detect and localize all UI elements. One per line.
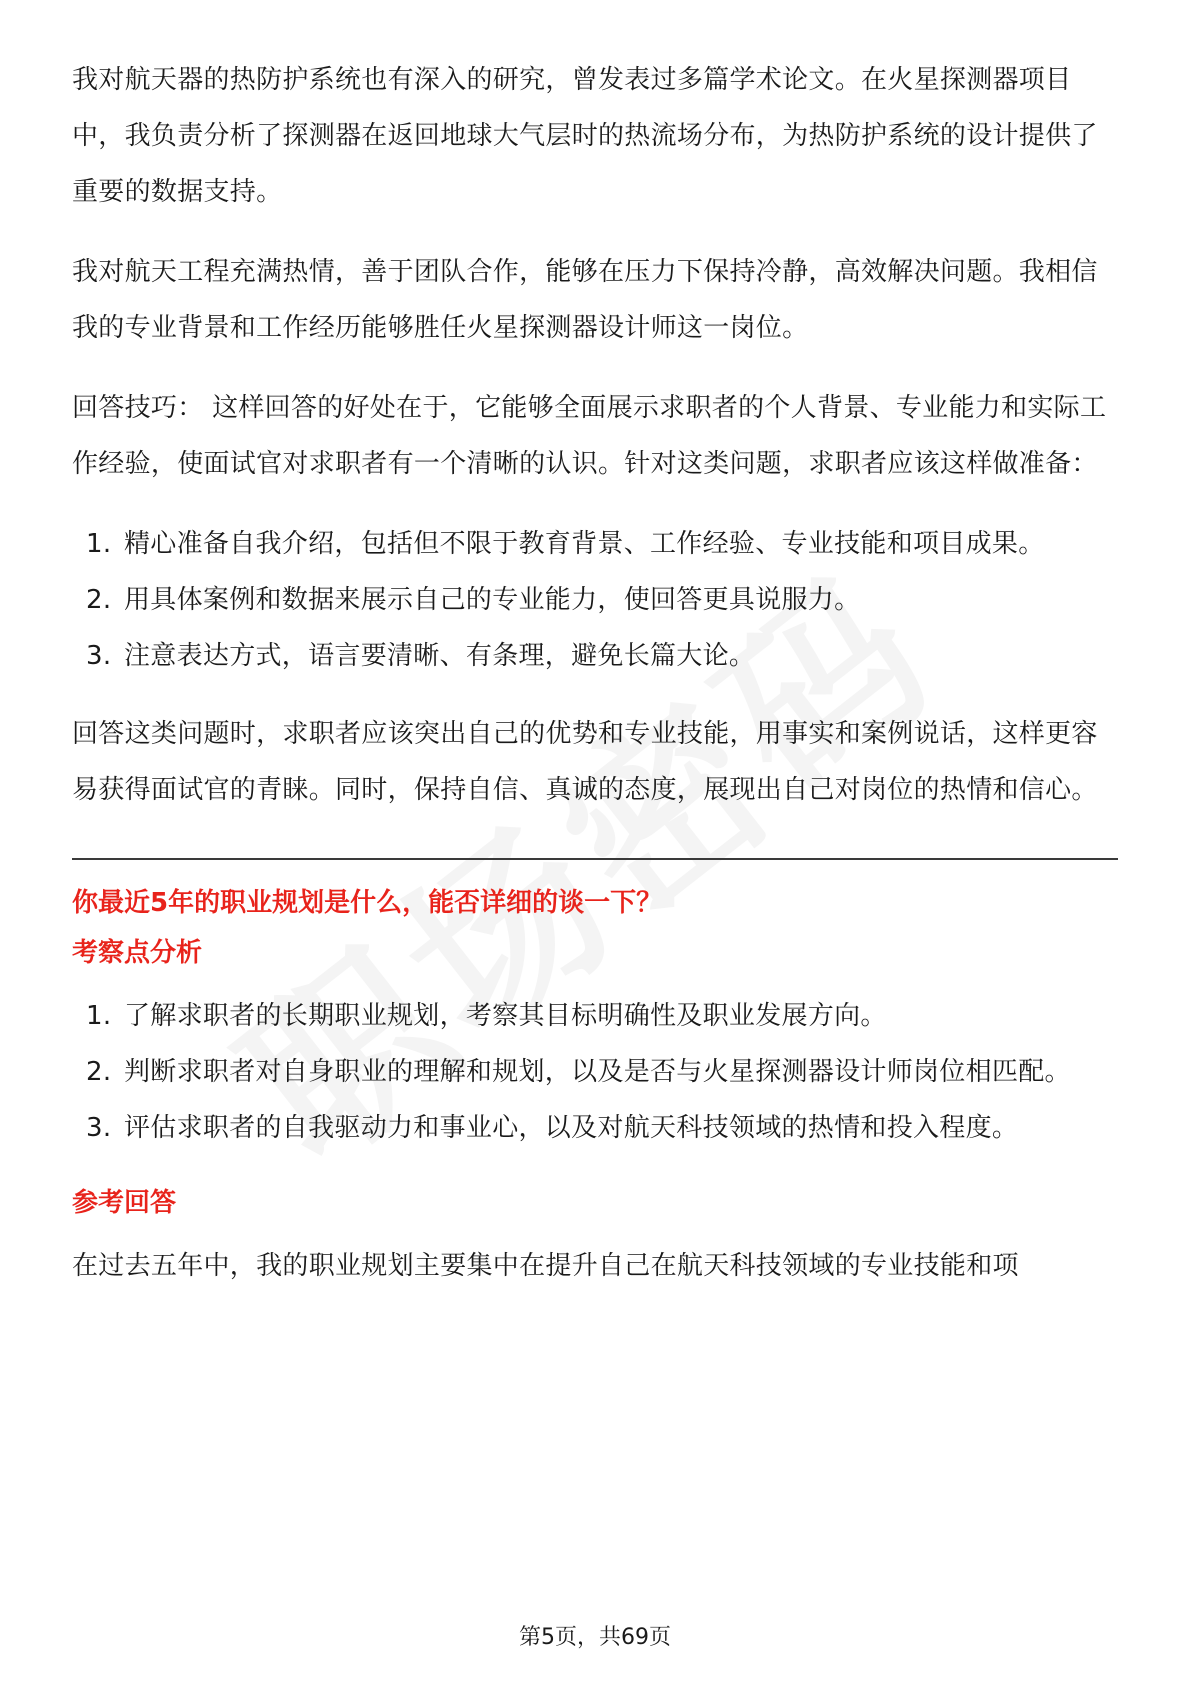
question-heading: 你最近5年的职业规划是什么，能否详细的谈一下？ bbox=[72, 888, 663, 918]
list-item-text: 用具体案例和数据来展示自己的专业能力，使回答更具说服力。 bbox=[124, 585, 861, 615]
list-number: 1. bbox=[86, 529, 112, 559]
paragraph-reference-answer: 在过去五年中，我的职业规划主要集中在提升自己在航天科技领域的专业技能和项 bbox=[72, 1251, 1019, 1281]
reference-heading: 参考回答 bbox=[72, 1188, 177, 1218]
list-item bbox=[72, 516, 1118, 572]
list-number: 2. bbox=[86, 585, 112, 615]
list-item bbox=[72, 572, 1118, 628]
list-item-text: 注意表达方式，语言要清晰、有条理，避免长篇大论。 bbox=[124, 641, 756, 671]
list-item-text: 评估求职者的自我驱动力和事业心，以及对航天科技领域的热情和投入程度。 bbox=[124, 1113, 1019, 1143]
paragraph-thermal-protection: 我对航天器的热防护系统也有深入的研究，曾发表过多篇学术论文。在火星探测器项目中，我负责分析了探测器在返回地球大气层时的热流场分布，为热防护系统的设计提供了重要的数据支持。 bbox=[72, 65, 1098, 207]
list-item bbox=[72, 988, 1118, 1044]
list-item-text: 判断求职者对自身职业的理解和规划，以及是否与火星探测器设计师岗位相匹配。 bbox=[124, 1057, 1071, 1087]
paragraph-answer-tips: 回答技巧： 这样回答的好处在于，它能够全面展示求职者的个人背景、专业能力和实际工作经验，使面试官对求职者有一个清晰的认识。针对这类问题，求职者应该这样做准备： bbox=[72, 393, 1107, 479]
list-number: 1. bbox=[86, 1001, 112, 1031]
list-item bbox=[72, 1044, 1118, 1100]
page-footer: 第5页，共69页 bbox=[519, 1625, 671, 1650]
list-item-text: 了解求职者的长期职业规划，考察其目标明确性及职业发展方向。 bbox=[124, 1001, 887, 1031]
list-item bbox=[72, 628, 1118, 684]
tips-list bbox=[72, 516, 1118, 684]
list-item-text: 精心准备自我介绍，包括但不限于教育背景、工作经验、专业技能和项目成果。 bbox=[124, 529, 1045, 559]
paragraph-closing: 回答这类问题时，求职者应该突出自己的优势和专业技能，用事实和案例说话，这样更容易获得面试官的青睐。同时，保持自信、真诚的态度，展现出自己对岗位的热情和信心。 bbox=[72, 719, 1098, 805]
section-divider bbox=[72, 858, 1118, 860]
list-number: 3. bbox=[86, 641, 112, 671]
list-item bbox=[72, 1100, 1118, 1156]
document-page bbox=[72, 52, 1118, 1318]
analysis-heading: 考察点分析 bbox=[72, 938, 203, 968]
paragraph-passion: 我对航天工程充满热情，善于团队合作，能够在压力下保持冷静，高效解决问题。我相信我的专业背景和工作经历能够胜任火星探测器设计师这一岗位。 bbox=[72, 257, 1098, 343]
list-number: 3. bbox=[86, 1113, 112, 1143]
analysis-list bbox=[72, 988, 1118, 1156]
list-number: 2. bbox=[86, 1057, 112, 1087]
